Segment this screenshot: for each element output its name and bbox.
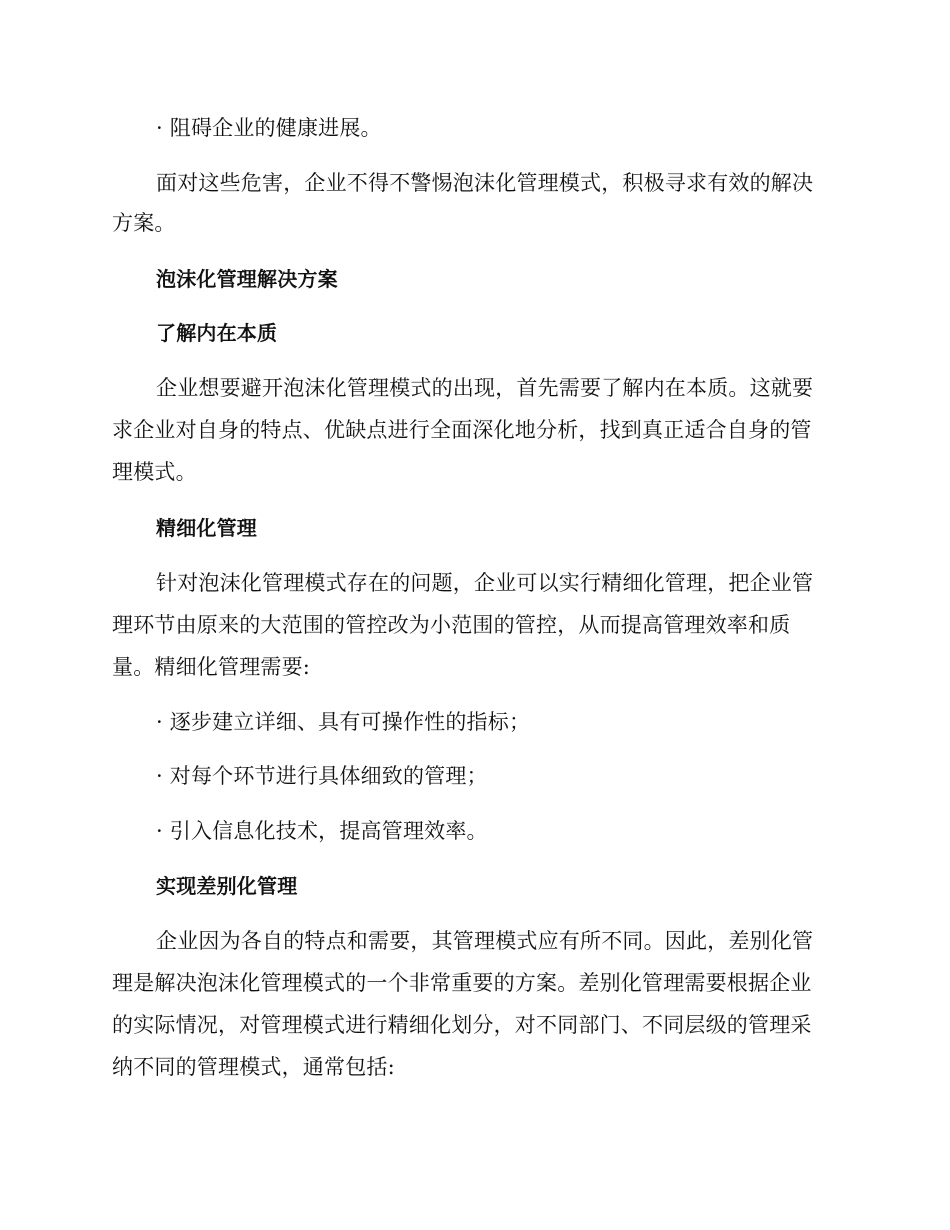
bullet-item: · 逐步建立详细、具有可操作性的指标；	[156, 710, 531, 734]
bullet-item: · 引入信息化技术，提高管理效率。	[156, 819, 488, 843]
bullet-item: · 阻碍企业的健康进展。	[156, 116, 382, 140]
paragraph-line: 理模式。	[112, 460, 197, 484]
section-heading: 泡沫化管理解决方案	[156, 267, 338, 291]
paragraph-line: 理是解决泡沫化管理模式的一个非常重要的方案。差别化管理需要根据企业	[112, 971, 812, 995]
paragraph-line: 面对这些危害，企业不得不警惕泡沫化管理模式，积极寻求有效的解决	[156, 171, 814, 195]
paragraph-line: 纳不同的管理模式，通常包括:	[112, 1055, 395, 1079]
paragraph-line: 量。精细化管理需要:	[112, 655, 311, 679]
paragraph-line: 的实际情况，对管理模式进行精细化划分，对不同部门、不同层级的管理采	[112, 1013, 812, 1037]
subsection-heading: 实现差别化管理	[156, 874, 298, 898]
bullet-item: · 对每个环节进行具体细致的管理；	[156, 764, 488, 788]
paragraph-line: 企业想要避开泡沫化管理模式的出现，首先需要了解内在本质。这就要	[156, 376, 814, 400]
paragraph-line: 求企业对自身的特点、优缺点进行全面深化地分析，找到真正适合自身的管	[112, 418, 812, 442]
paragraph-line: 理环节由原来的大范围的管控改为小范围的管控，从而提高管理效率和质	[112, 613, 791, 637]
paragraph-line: 针对泡沫化管理模式存在的问题，企业可以实行精细化管理，把企业管	[156, 571, 814, 595]
subsection-heading: 了解内在本质	[156, 321, 278, 345]
paragraph-line: 方案。	[112, 211, 176, 235]
subsection-heading: 精细化管理	[156, 516, 257, 540]
paragraph-line: 企业因为各自的特点和需要，其管理模式应有所不同。因此，差别化管	[156, 929, 814, 953]
